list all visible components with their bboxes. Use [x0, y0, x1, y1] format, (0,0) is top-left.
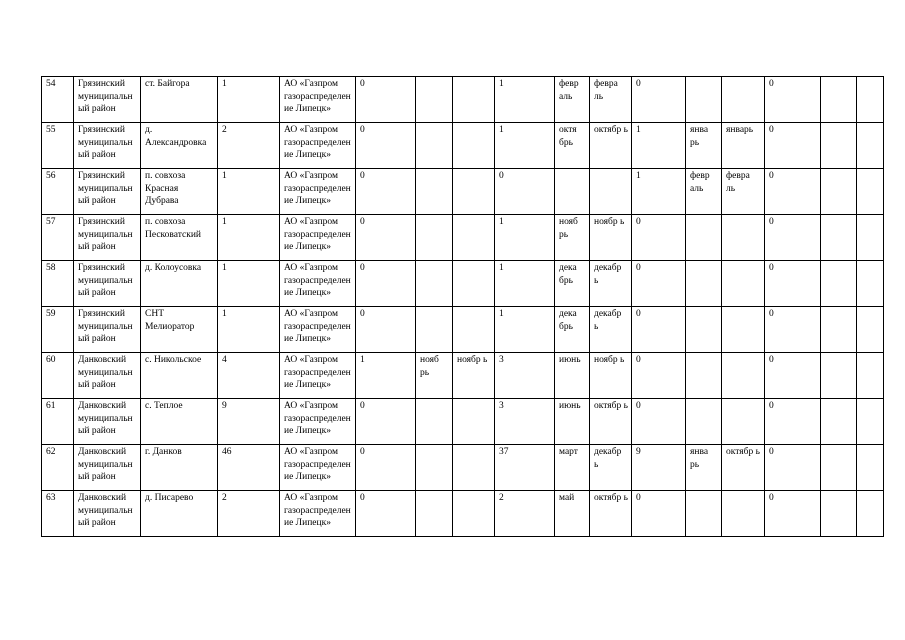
district-cell: Данковский муниципальный район	[74, 399, 141, 445]
settlement-cell: ст. Байгора	[141, 77, 218, 123]
organization-cell: АО «Газпром газораспределение Липецк»	[280, 123, 356, 169]
col15-cell	[821, 261, 857, 307]
col9-cell: июнь	[555, 353, 590, 399]
district-cell: Грязинский муниципальный район	[74, 215, 141, 261]
col10-cell: декабр ь	[590, 445, 632, 491]
col6-cell	[416, 215, 453, 261]
col5-cell: 0	[356, 215, 416, 261]
col16-cell	[857, 261, 884, 307]
row-number: 59	[42, 307, 74, 353]
col8-cell: 1	[495, 123, 555, 169]
col14-cell: 0	[765, 261, 821, 307]
col6-cell	[416, 123, 453, 169]
col15-cell	[821, 169, 857, 215]
col14-cell: 0	[765, 491, 821, 537]
settlement-cell: д. Александровка	[141, 123, 218, 169]
col14-cell: 0	[765, 123, 821, 169]
settlement-cell: п. совхоза Песковатский	[141, 215, 218, 261]
col9-cell: дека брь	[555, 307, 590, 353]
col12-cell: янва рь	[686, 123, 722, 169]
count-cell: 4	[218, 353, 280, 399]
col13-cell	[722, 353, 765, 399]
col16-cell	[857, 77, 884, 123]
col6-cell	[416, 261, 453, 307]
col15-cell	[821, 215, 857, 261]
col16-cell	[857, 123, 884, 169]
col11-cell: 0	[632, 77, 686, 123]
col7-cell	[453, 445, 495, 491]
col6-cell	[416, 307, 453, 353]
col11-cell: 0	[632, 491, 686, 537]
col6-cell	[416, 445, 453, 491]
organization-cell: АО «Газпром газораспределение Липецк»	[280, 169, 356, 215]
table-row	[42, 77, 884, 123]
col12-cell	[686, 353, 722, 399]
col11-cell: 0	[632, 307, 686, 353]
col13-cell	[722, 491, 765, 537]
row-number: 62	[42, 445, 74, 491]
col11-cell: 0	[632, 399, 686, 445]
col16-cell	[857, 445, 884, 491]
settlement-cell: с. Теплое	[141, 399, 218, 445]
col15-cell	[821, 399, 857, 445]
col14-cell: 0	[765, 353, 821, 399]
table-row	[42, 123, 884, 169]
col10-cell: декабр ь	[590, 307, 632, 353]
col7-cell	[453, 215, 495, 261]
col15-cell	[821, 77, 857, 123]
row-number: 60	[42, 353, 74, 399]
col12-cell: янва рь	[686, 445, 722, 491]
col5-cell: 0	[356, 169, 416, 215]
col5-cell: 0	[356, 491, 416, 537]
settlement-cell: п. совхоза Красная Дубрава	[141, 169, 218, 215]
gasification-table	[41, 76, 884, 537]
count-cell: 2	[218, 123, 280, 169]
col5-cell: 0	[356, 123, 416, 169]
col13-cell: февра ль	[722, 169, 765, 215]
col12-cell	[686, 399, 722, 445]
col9-cell: июнь	[555, 399, 590, 445]
col8-cell: 3	[495, 353, 555, 399]
row-number: 55	[42, 123, 74, 169]
organization-cell: АО «Газпром газораспределение Липецк»	[280, 445, 356, 491]
col9-cell: март	[555, 445, 590, 491]
table-row	[42, 215, 884, 261]
col9-cell: май	[555, 491, 590, 537]
settlement-cell: г. Данков	[141, 445, 218, 491]
count-cell: 1	[218, 307, 280, 353]
col14-cell: 0	[765, 445, 821, 491]
col12-cell	[686, 261, 722, 307]
col9-cell: дека брь	[555, 261, 590, 307]
col6-cell	[416, 491, 453, 537]
organization-cell: АО «Газпром газораспределение Липецк»	[280, 399, 356, 445]
col5-cell: 0	[356, 399, 416, 445]
col8-cell: 37	[495, 445, 555, 491]
settlement-cell: с. Никольское	[141, 353, 218, 399]
col13-cell	[722, 307, 765, 353]
count-cell: 2	[218, 491, 280, 537]
col15-cell	[821, 491, 857, 537]
row-number: 57	[42, 215, 74, 261]
col12-cell	[686, 491, 722, 537]
district-cell: Грязинский муниципальный район	[74, 169, 141, 215]
col7-cell	[453, 491, 495, 537]
col8-cell: 1	[495, 307, 555, 353]
count-cell: 1	[218, 169, 280, 215]
col11-cell: 0	[632, 353, 686, 399]
col11-cell: 1	[632, 169, 686, 215]
count-cell: 9	[218, 399, 280, 445]
col7-cell	[453, 123, 495, 169]
col7-cell	[453, 261, 495, 307]
col16-cell	[857, 169, 884, 215]
col15-cell	[821, 445, 857, 491]
col6-cell	[416, 169, 453, 215]
col11-cell: 0	[632, 215, 686, 261]
col16-cell	[857, 491, 884, 537]
col10-cell	[590, 169, 632, 215]
table-row	[42, 491, 884, 537]
settlement-cell: д. Колоусовка	[141, 261, 218, 307]
col10-cell: октябр ь	[590, 491, 632, 537]
col9-cell	[555, 169, 590, 215]
col14-cell: 0	[765, 307, 821, 353]
col16-cell	[857, 215, 884, 261]
col5-cell: 0	[356, 261, 416, 307]
count-cell: 46	[218, 445, 280, 491]
col16-cell	[857, 353, 884, 399]
district-cell: Данковский муниципальный район	[74, 353, 141, 399]
settlement-cell: д. Писарево	[141, 491, 218, 537]
col10-cell: октябр ь	[590, 123, 632, 169]
organization-cell: АО «Газпром газораспределение Липецк»	[280, 307, 356, 353]
table-row	[42, 261, 884, 307]
col12-cell	[686, 77, 722, 123]
row-number: 54	[42, 77, 74, 123]
col7-cell	[453, 169, 495, 215]
col6-cell	[416, 77, 453, 123]
district-cell: Грязинский муниципальный район	[74, 123, 141, 169]
col10-cell: декабр ь	[590, 261, 632, 307]
row-number: 58	[42, 261, 74, 307]
col5-cell: 0	[356, 307, 416, 353]
col14-cell: 0	[765, 77, 821, 123]
col8-cell: 1	[495, 77, 555, 123]
col11-cell: 0	[632, 261, 686, 307]
col16-cell	[857, 307, 884, 353]
col13-cell	[722, 77, 765, 123]
col12-cell	[686, 215, 722, 261]
col7-cell	[453, 307, 495, 353]
count-cell: 1	[218, 77, 280, 123]
col10-cell: ноябр ь	[590, 353, 632, 399]
organization-cell: АО «Газпром газораспределение Липецк»	[280, 491, 356, 537]
table-row	[42, 445, 884, 491]
organization-cell: АО «Газпром газораспределение Липецк»	[280, 353, 356, 399]
col10-cell: ноябр ь	[590, 215, 632, 261]
table-row	[42, 169, 884, 215]
table-row	[42, 307, 884, 353]
col14-cell: 0	[765, 215, 821, 261]
district-cell: Грязинский муниципальный район	[74, 307, 141, 353]
col12-cell	[686, 307, 722, 353]
count-cell: 1	[218, 215, 280, 261]
col6-cell: нояб рь	[416, 353, 453, 399]
table-body	[42, 77, 884, 537]
col8-cell: 1	[495, 215, 555, 261]
district-cell: Грязинский муниципальный район	[74, 77, 141, 123]
col11-cell: 9	[632, 445, 686, 491]
col8-cell: 3	[495, 399, 555, 445]
row-number: 56	[42, 169, 74, 215]
col7-cell: ноябр ь	[453, 353, 495, 399]
col13-cell: октябр ь	[722, 445, 765, 491]
col8-cell: 1	[495, 261, 555, 307]
col15-cell	[821, 307, 857, 353]
table-row	[42, 353, 884, 399]
col10-cell: февра ль	[590, 77, 632, 123]
district-cell: Данковский муниципальный район	[74, 445, 141, 491]
col8-cell: 0	[495, 169, 555, 215]
row-number: 63	[42, 491, 74, 537]
district-cell: Грязинский муниципальный район	[74, 261, 141, 307]
col15-cell	[821, 123, 857, 169]
table-row	[42, 399, 884, 445]
col5-cell: 1	[356, 353, 416, 399]
organization-cell: АО «Газпром газораспределение Липецк»	[280, 261, 356, 307]
row-number: 61	[42, 399, 74, 445]
organization-cell: АО «Газпром газораспределение Липецк»	[280, 215, 356, 261]
col13-cell	[722, 399, 765, 445]
col11-cell: 1	[632, 123, 686, 169]
col14-cell: 0	[765, 169, 821, 215]
col9-cell: нояб рь	[555, 215, 590, 261]
col16-cell	[857, 399, 884, 445]
organization-cell: АО «Газпром газораспределение Липецк»	[280, 77, 356, 123]
col5-cell: 0	[356, 77, 416, 123]
col8-cell: 2	[495, 491, 555, 537]
settlement-cell: СНТ Мелиоратор	[141, 307, 218, 353]
col9-cell: февр аль	[555, 77, 590, 123]
col13-cell: январь	[722, 123, 765, 169]
col5-cell: 0	[356, 445, 416, 491]
col15-cell	[821, 353, 857, 399]
col6-cell	[416, 399, 453, 445]
col9-cell: октя брь	[555, 123, 590, 169]
col14-cell: 0	[765, 399, 821, 445]
count-cell: 1	[218, 261, 280, 307]
district-cell: Данковский муниципальный район	[74, 491, 141, 537]
col10-cell: октябр ь	[590, 399, 632, 445]
col7-cell	[453, 77, 495, 123]
col13-cell	[722, 261, 765, 307]
col7-cell	[453, 399, 495, 445]
col13-cell	[722, 215, 765, 261]
col12-cell: февр аль	[686, 169, 722, 215]
